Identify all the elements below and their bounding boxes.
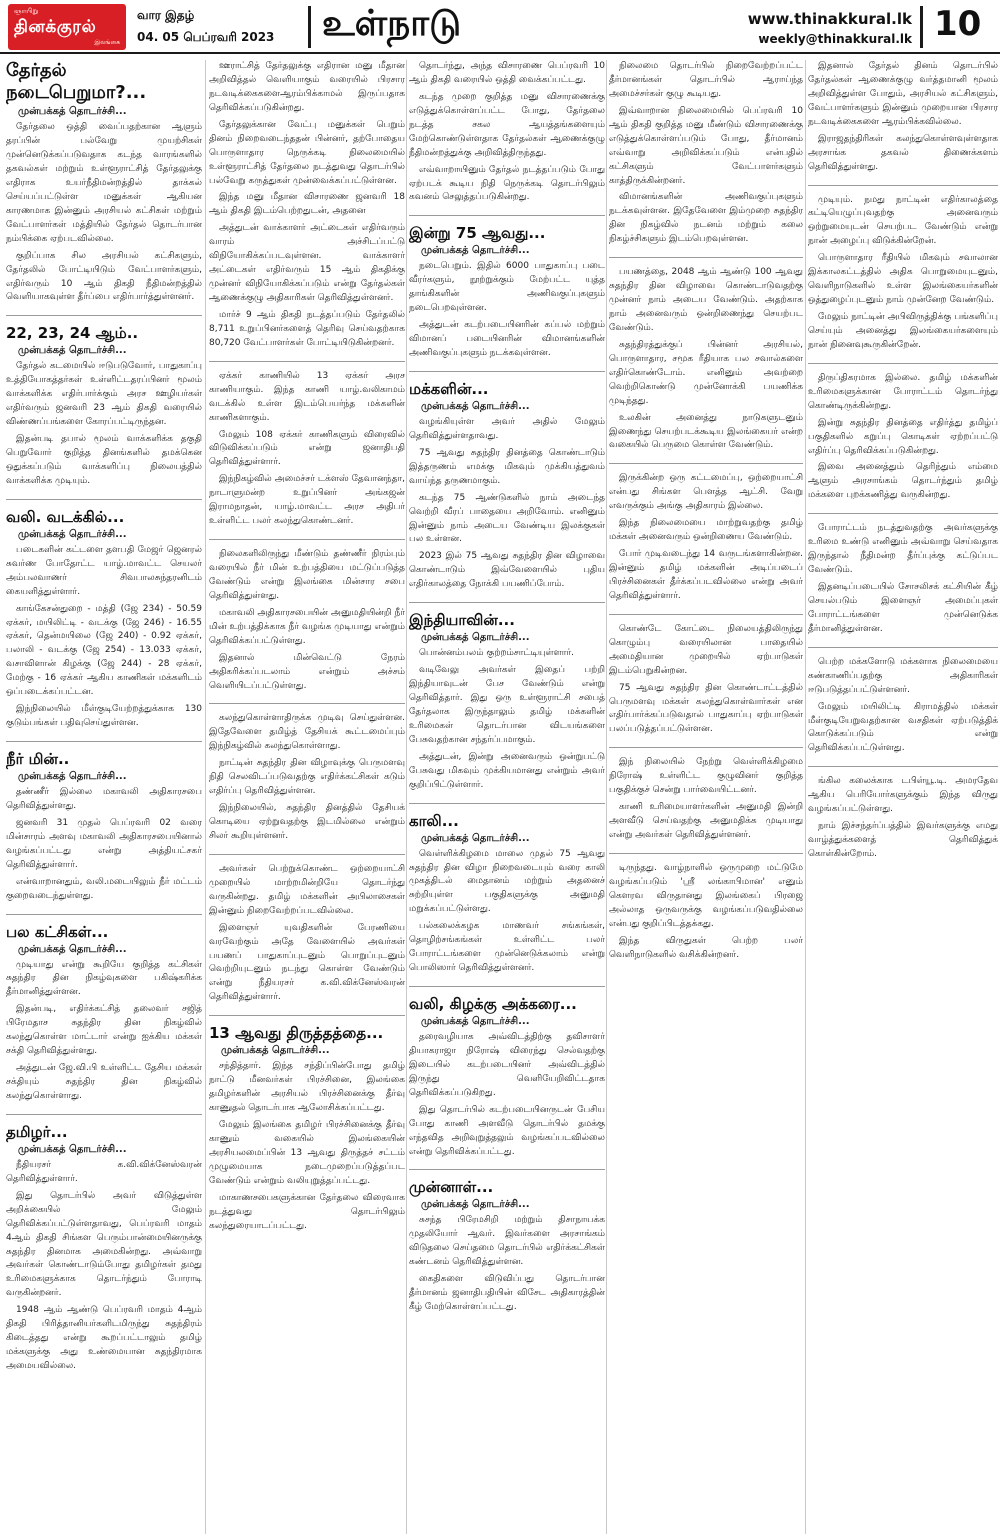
article-headline[interactable]: தமிழர்... (6, 1122, 68, 1141)
article-paragraph: ங்கில கலைக்காக டபிள்யூ.டி. அமரதேவ ஆகிய பெரியோர்களுக்கும் இந்த விருது வழங்கப்பட்டுள்ளது. (808, 776, 998, 815)
article-separator (609, 463, 803, 464)
article-paragraph: நாட்டின் சுதந்திர தின விழாவுக்கு பெருமளவு நிதி செலவிடப்படுவதற்கு எதிர்க்கட்சிகள் கடும் எதிர்ப்பு தெரிவித்துள்ளன. (209, 758, 405, 797)
article-body (209, 60, 405, 351)
article (808, 363, 998, 503)
article-separator (609, 853, 803, 854)
article-paragraph: 75 ஆவது சுதந்திர தின கொண்டாட்டத்தில் பெருமளவு மக்கள் கலந்துகொள்வார்கள் என எதிர்பார்க்கப்படுவதால் பாதுகாப்பு ஏற்பாடுகள் பலப்படுத்தப்பட்டுள்ளன. (609, 682, 803, 735)
article-separator (409, 215, 605, 216)
article-headline[interactable]: 13 ஆவது திருத்தத்தை... (209, 1024, 384, 1043)
article-separator (808, 766, 998, 767)
article-paragraph: டிருந்தது. வாழ்நாளில் ஒருமுறை மட்டுமே வழங்கப்படும் 'ஸ்ரீ லங்காபிமான' எனும் கௌரவ விருதானது இலங்கைப் பிரஜை அல்லாத ஒருவருக்கு வழங்கப்படுவதில்லை என்பது குறிப்பிடத்தக்கது. (609, 862, 803, 929)
article-separator (409, 1169, 605, 1170)
article-body (609, 266, 803, 453)
article-paragraph: வெள்ளிக்கிழமை மாலை முதல் 75 ஆவது சுதந்திர தின விழா நிறைவடையும் வரை காலி முகத்திடல் மைதானம் மற்றும் அதனைச் சுற்றியுள்ள பகுதிகளுக்கு அனுமதி மறுக்கப்பட்டுள்ளது. (409, 848, 605, 915)
article-separator (209, 1015, 405, 1016)
article-paragraph: போர் முடிவடைந்து 14 வருடங்களாகின்றன. இன்னும் தமிழ் மக்களின் அடிப்படைப் பிரச்சினைகள் தீர்க்கப்படவில்லை என்று அவர் தெரிவித்துள்ளார். (609, 549, 803, 601)
article-headline[interactable]: மக்களின்... (409, 379, 489, 398)
article-paragraph: மேலும் இலங்கை தமிழர் பிரச்சினைக்கு தீர்வு காணும் வகையில் இலங்கையின் அரசியலமைப்பின் 13 ஆவது திருத்தச் சட்டம் முழுமையாக நடைமுறைப்படுத்தப்பட வேண்டும் என்றும் வலியுறுத்தப்பட்டது. (209, 1120, 405, 1186)
article-paragraph: இளைஞர் யுவதிகளின் பேரணியை வரவேற்கும் அதே வேளையில் அவர்கள் பயணப் பாதுகாப்புடனும் பொறுப்புடனும் வெற்றியுடனும் நடந்து கொள்ள வேண்டும் என்று நீதியரசர் க.வி.விக்னேஸ்வரன் தெரிவித்துள்ளார். (209, 922, 405, 1003)
continuation-byline: முன்பக்கத் தொடர்ச்சி... (421, 1016, 530, 1027)
article (808, 766, 998, 862)
continuation-byline: முன்பக்கத் தொடர்ச்சி... (221, 1045, 330, 1057)
article-paragraph: பயணத்தை, 2048 ஆம் ஆண்டு 100 ஆவது சுதந்திர தின விழாவை கொண்டாடுவதற்கு முன்னர் நாம் அடைய வேண்டும். அதற்காக நாம் அனைவரும் ஒன்றிணைந்து செயற்பட வேண்டும். (609, 267, 803, 333)
article-paragraph: இராஜதந்திரிகள் கலந்துகொள்ளவுள்ளதாக அரசாங்க தகவல் திணைக்களம் தெரிவித்துள்ளது. (808, 133, 998, 172)
article (6, 315, 202, 488)
article-paragraph: கடந்த முறை குறித்த மனு விசாரணைக்கு எடுத்துக்கொள்ளப்பட்ட போது, தேர்தலை நடத்த சகல ஆயத்தங்களையும் மேற்கொண்டுள்ளதாக தேர்தல்கள் ஆணைக்குழு நீதிமன்றத்துக்கு அறிவித்திருந்தது. (409, 91, 605, 158)
article-paragraph: நாம் இச்சந்தர்ப்பத்தில் இவர்களுக்கு எமது வாழ்த்துக்களைத் தெரிவித்துக் கொள்கின்றோம். (808, 821, 998, 859)
section-title: உள்நாடு (322, 2, 462, 44)
email-link[interactable]: weekly@thinakkural.lk (758, 32, 912, 46)
article-body (409, 647, 605, 792)
article (409, 986, 605, 1159)
article-body (409, 1031, 605, 1159)
article-body (209, 863, 405, 1005)
article-paragraph: தரைவழியாக அவ்விடத்திற்கு தவிசாளர் தியாகராஜா நிரோஷ் விரைந்து செல்வதற்கு இடையில் கடற்படையினர் அவ்விடத்தில் இருந்து வெளியேறிவிட்டதாக தெரிவிக்கப்படுகிறது. (409, 1032, 605, 1098)
article-paragraph: 2023 இல் 75 ஆவது சுதந்திர தின விழாவை கொண்டாடும் இவ்வேளையில் புதிய எதிர்காலத்தை நோக்கி பயணிப்போம். (409, 551, 605, 590)
article-headline[interactable]: முன்னாள்... (409, 1178, 494, 1197)
article-body (409, 1214, 605, 1315)
article (409, 602, 605, 792)
article (6, 60, 202, 305)
article (808, 185, 998, 353)
article-separator (209, 703, 405, 704)
article-headline[interactable]: நீர் மின்.. (6, 750, 70, 768)
article (209, 1015, 405, 1233)
article-separator (808, 513, 998, 514)
article-paragraph: நிலைகளிலிருந்து மீண்டும் தண்ணீர் நிரம்பும் வரையில் நீர் மின் உற்பத்தியை மட்டுப்படுத்த வேண்டும் என்று இலங்கை மின்சார சபை தெரிவித்துள்ளது. (209, 549, 405, 601)
article-body (209, 1060, 405, 1233)
article-separator (609, 747, 803, 748)
article-paragraph: அத்துடன் ஜே.வி.பி உள்ளிட்ட தேசிய மக்கள் சக்தியும் சுதந்திர தின நிகழ்வில் கலந்துகொள்ளாது. (6, 1063, 202, 1101)
article-paragraph: பொருளாதார ரீதியில் மிகவும் சவாலான இக்காலகட்டத்தில் அதிக பொறுமையுடனும், வெளிநாடுகளில் உள்ள இலங்கையர்களின் ஒத்துழைப்புடனும் நாம் முன்னேற வேண்டும். (808, 253, 998, 306)
article (209, 539, 405, 693)
article-headline[interactable]: காலி... (409, 811, 459, 830)
continuation-byline: முன்பக்கத் தொடர்ச்சி... (18, 1143, 127, 1155)
continuation-byline: முன்பக்கத் தொடர்ச்சி... (421, 400, 530, 412)
article-paragraph: அவர்கள் பெற்றுக்கொண்ட ஒற்றையாட்சி முறையில் மாற்றமின்றியே தொடர்ந்து வருகின்றது. தமிழ் மக்களின் அபிலாசைகள் இன்னும் நிறைவேற்றப்படவில்லை. (209, 863, 405, 916)
article (609, 747, 803, 843)
article (409, 60, 605, 205)
article-paragraph: இருக்கின்ற ஒரு கட்டமைப்பு, ஒற்றையாட்சி என்பது சிங்கள பௌத்த ஆட்சி. வேறு எவருக்கும் அங்கு அதிகாரம் இல்லை. (609, 473, 803, 512)
page-number-divider (920, 6, 923, 48)
article-body (808, 372, 998, 503)
article-headline[interactable]: இந்தியாவின்... (409, 611, 515, 630)
article-body (808, 656, 998, 757)
article-separator (409, 602, 605, 603)
article (609, 463, 803, 603)
article-headline[interactable]: வலி. வடக்கில்... (6, 507, 125, 526)
article-body (808, 60, 998, 175)
continuation-byline: முன்பக்கத் தொடர்ச்சி... (421, 245, 530, 257)
article-paragraph: எவ்வாறாயினும் தேர்தல் நடத்தப்படும் போது ஏற்படக் கூடிய நிதி நெருக்கடி தொடர்பிலும் கவனம் செலுத்தப்படுகின்றது. (409, 164, 605, 203)
article-paragraph: இன்று சுதந்திர தினத்தை எதிர்த்து தமிழ்ப் பகுதிகளில் கறுப்பு கொடிகள் ஏற்றப்பட்டு எதிர்ப்பு தெரிவிக்கப்படுகின்றது. (808, 417, 998, 456)
article-paragraph: உலகின் அனைத்து நாடுகளுடனும் இணைந்து செயற்படக்கூடிய இலங்கையர் என்ற வகையில் பெருமை கொள்ள வேண்டும். (609, 412, 803, 451)
continuation-byline: முன்பக்கத் தொடர்ச்சி... (421, 832, 530, 844)
article-body (609, 60, 803, 247)
article-paragraph: இதனால் தேர்தல் தினம் தொடர்பில் தேர்தல்கள் ஆணைக்குழு வர்த்தமானி மூலம் அறிவித்துள்ள போதும், அரசியல் கட்சிகளும், வேட்பாளர்களும் இன்னும் முறையான பிரசார நடவடிக்கைகளை ஆரம்பிக்கவில்லை. (808, 61, 998, 127)
article-headline[interactable]: 22, 23, 24 ஆம்.. (6, 324, 139, 343)
article-headline[interactable]: தேர்தல் நடைபெறுமா?... (6, 60, 147, 103)
article-body (409, 60, 605, 205)
article-paragraph: நீதியரசர் க.வி.விக்னேஸ்வரன் தெரிவித்துள்ளார். (6, 1159, 202, 1184)
column-4 (609, 60, 803, 1534)
article-separator (808, 363, 998, 364)
article-separator (409, 803, 605, 804)
article-separator (808, 647, 998, 648)
column-divider (406, 60, 407, 1534)
article (209, 60, 405, 351)
article-paragraph: ஊராட்சித் தேர்தலுக்கு எதிரான மனு மீதான அறிவித்தல் வெளியாகும் வரையில் பிரசார நடவடிக்கைகளைஆரம்பிக்காமல் இருப்பதாக தெரிவிக்கப்படுகின்றது. (209, 61, 405, 113)
article-paragraph: திருப்திகரமாக இல்லை. தமிழ் மக்களின் உரிமைகளுக்கான போராட்டம் தொடர்ந்து கொண்டிருக்கின்றது. (808, 372, 998, 411)
article-body (209, 712, 405, 843)
article-separator (409, 371, 605, 372)
article-paragraph: ஜனவரி 31 முதல் பெப்ரவரி 02 வரை மின்சாரம் அளவு மகாவலி அதிகாரசபையினால் வழங்கப்பட்டது என்று அத்தியட்சகர் தெரிவித்துள்ளார். (6, 817, 202, 870)
weekly-label: வார இதழ் (137, 8, 195, 22)
column-divider (606, 60, 607, 1534)
article-body (6, 959, 202, 1104)
article-paragraph: இந்த நிலைமையை மாற்றுவதற்கு தமிழ் மக்கள் அனைவரும் ஒன்றிணைய வேண்டும். (609, 518, 803, 543)
article-paragraph: குறிப்பாக சில அரசியல் கட்சிகளும், தேர்தலில் போட்டியிடும் வேட்பாளர்களும், எதிர்வரும் 10 ஆம் திகதி நீதிமன்றத்தில் வெளியாகவுள்ள தீர்ப்பை எதிர்பார்த்துள்ளனர். (6, 250, 202, 303)
article-body (6, 360, 202, 488)
continuation-byline: முன்பக்கத் தொடர்ச்சி... (18, 528, 127, 540)
article-paragraph: இந் நிலையில் நேற்று வெள்ளிக்கிழமை நிரோஷ் உள்ளிட்ட குழுவினர் குறித்த பகுதிக்குச் சென்று பார்வையிட்டனர். (609, 757, 803, 796)
article-paragraph: காணி உரிமையாளர்களின் அனுமதி இன்றி அளவீடு செய்வதற்கு அனுமதிக்க முடியாது என்று அவர்கள் தெரிவித்துள்ளனர். (609, 802, 803, 840)
article-headline[interactable]: பல கட்சிகள்... (6, 922, 109, 941)
article-body (409, 848, 605, 976)
article-paragraph: இந்நிகழ்வில் அமைச்சர் டக்ளஸ் தேவானந்தா, நாடாளுமன்ற உறுப்பினர் அங்கஜன் இராமநாதன், யாழ்.மாவட்ட அரச அதிபர் உள்ளிட்ட பலர் கலந்துகொண்டனர். (209, 474, 405, 527)
article-paragraph: படைகளின் கட்டளை தளபதி மேஜர் ஜெனரல் சுவர்ண போதோட்ட யாழ்.மாவட்ட செயலர் அம்பலவாணர் சிவபாலசுந்தரனிடம் கையளித்துள்ளார். (6, 544, 202, 597)
article-paragraph: இந்நிலையில், சுதந்திர தினத்தில் தேசியக் கொடியை ஏற்றுவதற்கு இடமில்லை என்றும் சிலர் கூறியுள்ளனர். (209, 803, 405, 841)
article-separator (6, 315, 202, 316)
article-paragraph: போராட்டம் நடத்துவதற்கு அவர்களுக்கு உரிமை உண்டு எனினும் அவ்வாறு செய்வதாக இருந்தால் நீதிமன்ற தீர்ப்புக்கு கட்டுப்பட வேண்டும். (808, 523, 998, 576)
article-headline[interactable]: இன்று 75 ஆவது... (409, 224, 546, 243)
article-body (6, 786, 202, 904)
article-paragraph: இது தொடர்பில் கடற்படையினருடன் பேசிய போது காணி அளவீடு தொடர்பில் தமக்கு எந்தவித அறிவுறுத்தலும் வழங்கப்படவில்லை என்று தெரிவிக்கப்பட்டது. (409, 1104, 605, 1157)
article-paragraph: இந்நிலையில் மீள்குடியேற்றத்துக்காக 130 குடும்பங்கள் பதிவுசெய்துள்ளன. (6, 704, 202, 729)
article-paragraph: மேலும் நாட்டின் அபிவிருத்திக்கு பங்களிப்பு செய்யும் அனைத்து இலங்கையர்களையும் நான் நினைவுகூருகின்றேன். (808, 312, 998, 350)
article-body (6, 121, 202, 305)
article-paragraph: தொடர்ந்து, அந்த விசாரணை பெப்ரவரி 10 ஆம் திகதி வரையில் ஒத்தி வைக்கப்பட்டது. (409, 61, 605, 85)
article-body (409, 416, 605, 592)
article-paragraph: பொன்னம்பலம் குற்றம்சாட்டியுள்ளார். (419, 648, 575, 659)
continuation-byline: முன்பக்கத் தொடர்ச்சி... (421, 632, 530, 644)
article-separator (6, 499, 202, 500)
article-body (209, 548, 405, 693)
article-body (209, 370, 405, 529)
column-2 (209, 60, 405, 1534)
article-paragraph: நடைபெறும். இதில் 6000 பாதுகாப்பு படை வீரர்களும், நூற்றுக்கும் மேற்பட்ட யுத்த தாங்கிகளின் அணிவகுப்புகளும் நடைபெறவுள்ளன. (409, 261, 605, 314)
article (209, 703, 405, 843)
article-paragraph: ஏக்கர் காணியில் 13 ஏக்கர் அரச காணியாகும். இந்த காணி யாழ்.வலிகாமம் வடக்கில் உள்ள இடம்பெயர்ந்த மக்களின் காணிகளாகும். (209, 370, 405, 423)
article-body (609, 623, 803, 738)
article-headline[interactable]: வலி, கிழக்கு அக்கரை... (409, 995, 577, 1013)
continuation-byline: முன்பக்கத் தொடர்ச்சி... (421, 1199, 530, 1211)
article-paragraph: நிலைமை தொடர்பில் நிறைவேற்றப்பட்ட தீர்மானங்கள் தொடர்பில் ஆராய்ந்த அமைச்சர்கள் குழு கூடியது. (609, 61, 803, 99)
article-paragraph: இதனடிப்படையில் சோசலிசக் கட்சியின் கீழ் செயல்படும் இளைஞர் அமைப்புகள் போராட்டங்களை முன்னெடுக்க தீர்மானித்துள்ளன. (808, 582, 998, 634)
article (609, 853, 803, 963)
continuation-byline: முன்பக்கத் தொடர்ச்சி... (18, 345, 127, 357)
article-paragraph: என்வாறானதும், வலி.மடையிலும் நீர் மட்டம் குறைவடைந்துள்ளது. (6, 876, 202, 901)
article-paragraph: அத்துடன், இன்று அனைவரும் ஒன்றுபட்டு பேசுவது மிகவும் முக்கியமானது என்றும் அவர் குறிப்பிட்டுள்ளார். (409, 751, 605, 790)
article-paragraph: சந்தித்தார். இந்த சந்திப்பின்போது தமிழ் நாட்டு மீனவர்கள் பிரச்சினை, இலங்கை தமிழர்களின் அரசியல் பிரச்சினைக்கு தீர்வு காணுதல் தொடர்பாக ஆலோசிக்கப்பட்டது. (209, 1061, 405, 1114)
page-number: 10 (934, 4, 982, 44)
article (6, 1114, 202, 1374)
article-paragraph: இது தொடர்பில் அவர் விடுத்துள்ள அறிக்கையில் மேலும் தெரிவிக்கப்பட்டுள்ளதாவது, பெப்ரவரி மாதம் 4ஆம் திகதி சிங்கள பெரும்பான்மையினருக்கு சுதந்திர தினமாக அமைகின்றது. அவ்வாறு அவர்கள் கொண்டாடும்போது தமிழர்கள் தமது உரிமைகளுக்காக தொடர்ந்தும் போராடி வருகின்றனர். (6, 1190, 202, 1299)
article-separator (609, 614, 803, 615)
article-paragraph: வடிவேலு அவர்கள் இதைப் பற்றி இந்தியாவுடன் பேச வேண்டும் என்று தெரிவித்தார். இது ஒரு உள்ளூராட்சி சபைத் தேர்தலாக இருந்தாலும் தமிழ் மக்களின் உரிமைகள் தொடர்பான விடயங்களை பேசுவதற்கான சந்தர்ப்பமாகும். (409, 665, 605, 745)
article-paragraph: 1948 ஆம் ஆண்டு பெப்ரவரி மாதம் 4ஆம் திகதி பிரித்தானியர்களிடமிருந்து சுதந்திரம் கிடைத்தது என்று கூறப்பட்டாலும் தமிழ் மக்களுக்கு அது உண்மையான சுதந்திரமாக அமையவில்லை. (6, 1305, 202, 1371)
article-paragraph: மாகாணசபைகளுக்கான தேர்தலை விரைவாக நடத்துவது தொடர்பிலும் கலந்துரையாடப்பட்டது. (209, 1192, 405, 1231)
article-paragraph: முடியும். நமது நாட்டின் எதிர்காலத்தை கட்டியெழுப்புவதற்கு அனைவரும் ஒற்றுமையுடன் செயற்பட வேண்டும் என்று நான் அழைப்பு விடுக்கின்றேன். (808, 194, 998, 247)
article-paragraph: இந்த விருதுகள் பெற்ற பலர் வெளிநாடுகளில் வசிக்கின்றனர். (609, 935, 803, 960)
article-paragraph: மேலும் மயிலிட்டி கிராமத்தில் மக்கள் மீள்குடியேறுவதற்கான வசதிகள் ஏற்படுத்திக் கொடுக்கப்படும் என்று தெரிவிக்கப்பட்டுள்ளது. (808, 701, 998, 754)
article-separator (209, 539, 405, 540)
article-paragraph: மகாவலி அதிகாரசபையின் அனுமதியின்றி நீர் மின் உற்பத்திக்காக நீர் வழங்க முடியாது என்றும் தெரிவிக்கப்பட்டுள்ளது. (209, 607, 405, 646)
article (6, 914, 202, 1104)
article-paragraph: விமானங்களின் அணிவகுப்புகளும் நடக்கவுள்ளன. இதேவேளை இம்முறை சுதந்திர தின நிகழ்வில் நடனம் மற்றும் கலை நிகழ்ச்சிகளும் இடம்பெறவுள்ளன. (609, 192, 803, 245)
article-paragraph: முடியாது என்று கூறியே குறித்த கட்சிகள் சுதந்திர தின நிகழ்வுகளை பகிஷ்கரிக்க தீர்மானித்துள்ளன. (6, 959, 202, 998)
column-divider (205, 60, 206, 1534)
article (609, 257, 803, 453)
article-separator (609, 257, 803, 258)
newspaper-logo[interactable] (8, 4, 126, 50)
article-body (808, 194, 998, 353)
column-divider (805, 60, 806, 1534)
article-paragraph: பல்கலைக்கழக மாணவர் சங்கங்கள், தொழிற்சங்கங்கள் உள்ளிட்ட பலர் போராட்டங்களை முன்னெடுக்கலாம் என்று பொலிஸார் தெரிவித்துள்ளனர். (409, 921, 605, 974)
logo-top-text: ஞாயிறு (14, 7, 39, 15)
article-separator (209, 361, 405, 362)
article-paragraph: அத்துடன் கடற்படையினரின் கப்பல் மற்றும் விமானப் படையினரின் விமானங்களின் அணிவகுப்புகளும் நடக்கவுள்ளன. (409, 320, 605, 358)
article-body (609, 472, 803, 603)
article-paragraph: கடந்த 75 ஆண்டுகளில் நாம் அடைந்த வெற்றி வீரப் பாதையை அறிவோம். எனினும் இன்னும் நாம் அடைய வேண்டிய இலக்குகள் பல உள்ளன. (409, 492, 605, 545)
article-paragraph: காங்கேசன்துறை - மத்தி (ஜே 234) - 50.59 ஏக்கர், மயிலிட்டி - வடக்கு (ஜே 246) - 16.55 ஏக்கர், தென்மயிலை (ஜே 240) - 0.92 ஏக்கர், பலாலி - வடக்கு (ஜே 254) - 13.033 ஏக்கர், வசாவிளான் கிழக்கு (ஜே 244) - 28 ஏக்கர், மேற்கு - 16 ஏக்கர் ஆகிய காணிகள் மக்களிடம் ஒப்படைக்கப்பட்டன. (6, 603, 202, 698)
article-separator (209, 854, 405, 855)
column-1 (6, 60, 202, 1534)
issue-date: 04. 05 பெப்ரவரி 2023 (137, 30, 275, 44)
article-paragraph: தண்ணீர் இல்லை மகாவலி அதிகாரசபை தெரிவித்துள்ளது. (6, 787, 202, 811)
article-paragraph: கைதிகளை விடுவிப்பது தொடர்பான தீர்மானம் ஜனாதிபதியின் விசேட அதிகாரத்தின் கீழ் மேற்கொள்ளப்பட்டது. (409, 1274, 605, 1313)
article-paragraph: இந்த மனு மீதான விசாரணை ஜனவரி 18 ஆம் திகதி இடம்பெற்றதுடன், அதனை (209, 192, 405, 217)
article-paragraph: பெற்ற மக்களோடு மக்களாக நிலைமையை கண்காணிப்பதற்கு அதிகாரிகள் ஈடுபடுத்தப்பட்டுள்ளனர். (808, 656, 998, 695)
article-paragraph: தேர்தல் கடமையில் ஈடுபடுவோர், பாதுகாப்பு உத்தியோகத்தர்கள் உள்ளிட்டதரப்பினர் மூலம் வாக்களிக்க எதிர்பார்க்கும் அரச ஊழியர்கள் எதிர்வரும் ஜனவரி 23 ஆம் திகதி வரையில் விண்ணப்பங்களை கோரப்பட்டிருந்தன. (6, 361, 202, 428)
article-body (808, 775, 998, 862)
continuation-byline: முன்பக்கத் தொடர்ச்சி... (18, 106, 127, 118)
article-paragraph: தேர்தலை ஒத்தி வைப்பதற்கான ஆளும் தரப்பின் பல்வேறு முயற்சிகள் முன்னெடுக்கப்படுவதாக கடந்த வாரங்களில் தகவல்கள் மற்றும் உள்ளூராட்சித் தேர்தலுக்கு எதிராக உயர்நீதிமன்றத்தில் தாக்கல் செய்யப்பட்டுள்ள மனுக்கள் ஆகியன காரணமாக இன்னும் அரசியல் கட்சிகள் மற்றும் வேட்பாளர்கள் மத்தியில் தேர்தல் தொடர்பான நம்பிக்கை ஏற்படவில்லை. (6, 122, 202, 244)
article (808, 647, 998, 757)
continuation-byline: முன்பக்கத் தொடர்ச்சி... (18, 771, 127, 782)
article (209, 361, 405, 529)
masthead (0, 0, 1000, 58)
article (209, 854, 405, 1005)
article (609, 614, 803, 738)
article-paragraph: 75 ஆவது சுதந்திர தினத்தை கொண்டாடும் இத்தருணம் எமக்கு மிகவும் முக்கியத்துவம் வாய்ந்த தருணமாகும். (409, 447, 605, 486)
article-body (409, 260, 605, 361)
article-body (6, 1159, 202, 1374)
article-separator (808, 185, 998, 186)
article (808, 60, 998, 175)
logo-wordmark: தினக்குரல் (14, 17, 97, 37)
column-5 (808, 60, 998, 1534)
article-paragraph: தேர்தலுக்கான வேட்பு மனுக்கள் பெறும் தினம் நிறைவடைந்ததன் பின்னர், தற்போதைய பொருளாதார நெருக்கடி நிலைமையில் உள்ளூராட்சித் தேர்தலை நடத்துவது தொடர்பில் பல்வேறு கருத்துகள் முன்வைக்கப்பட்டுள்ளன. (209, 119, 405, 186)
logo-tagline: இலங்கை (94, 39, 120, 46)
article-paragraph: மேலும் 108 ஏக்கர் காணிகளும் விரைவில் விடுவிக்கப்படும் என்று ஜனாதிபதி தெரிவித்துள்ளார். (209, 429, 405, 468)
article-paragraph: வழங்கியுள்ள அவர் அதில் மேலும் தெரிவித்துள்ளதாவது. (409, 416, 605, 441)
column-3 (409, 60, 605, 1534)
article-paragraph: சுசந்த பிரேமசிறி மற்றும் திசாநாயக்க முதலியோர் ஆவர். இவர்களை அரசாங்கம் விடுதலை செய்தமை தொடர்பில் எதிர்க்கட்சிகள் கண்டனம் தெரிவித்துள்ளன. (409, 1215, 605, 1268)
article (409, 1169, 605, 1315)
article-body (6, 544, 202, 731)
article (6, 741, 202, 904)
article (409, 803, 605, 976)
article-paragraph: கலந்துகொள்ளாதிருக்க முடிவு செய்துள்ளன. இதேவேளை தமிழ்த் தேசியக் கூட்டமைப்பும் இந்நிகழ்வில் கலந்துகொள்ளாது. (209, 713, 405, 752)
article-paragraph: இவை அனைத்தும் தெரிந்தும் எம்மை ஆளும் அரசாங்கம் தொடர்ந்தும் தமிழ் மக்களை புறக்கணித்து வருகின்றது. (808, 462, 998, 501)
article-paragraph: கொண்டே கோட்டை நிலையத்திலிருந்து கொழும்பு வரையிலான பாதையில் அமைதியான முறையில் ஏற்பாடுகள் இடம்பெறுகின்றன. (609, 623, 803, 676)
article-paragraph: அத்துடன் வாக்காளர் அட்டைகள் எதிர்வரும் வாரம் அச்சிடப்பட்டு விநியோகிக்கப்படவுள்ளன. வாக்காளர் அட்டைகள் எதிர்வரும் 15 ஆம் திகதிக்கு முன்னர் விநியோகிக்கப்படும் என்று தேர்தல்கள் ஆணைக்குழு அதிகாரிகள் தெரிவித்துள்ளனர். (209, 223, 405, 303)
article-separator (6, 914, 202, 915)
article (808, 513, 998, 637)
article-paragraph: இதன்படி, எதிர்க்கட்சித் தலைவர் சஜித் பிரேமதாச சுதந்திர தின நிகழ்வில் கலந்துகொள்ள மாட்டார் என்று ஐக்கிய மக்கள் சக்தி தெரிவித்துள்ளது. (6, 1004, 202, 1057)
article-paragraph: சுதந்திரத்துக்குப் பின்னர் அரசியல், பொருளாதார, சமூக ரீதியாக பல சவால்களை எதிர்கொண்டோம். எனினும் அவற்றை வெற்றிகொண்டு முன்னோக்கி பயணிக்க முடிந்தது. (609, 339, 803, 406)
article-body (808, 522, 998, 637)
article-separator (6, 741, 202, 742)
article (609, 60, 803, 247)
article (409, 215, 605, 361)
article-paragraph: மார்ச் 9 ஆம் திகதி நடத்தப்படும் தேர்தலில் 8,711 உறுப்பினர்களைத் தெரிவு செய்வதற்காக 80,720 வேட்பாளர்கள் போட்டியிடுகின்றனர். (209, 309, 405, 348)
article-separator (6, 1114, 202, 1115)
continuation-byline: முன்பக்கத் தொடர்ச்சி... (18, 943, 127, 955)
article-paragraph: இவ்வாறான நிலைமையில் பெப்ரவரி 10 ஆம் திகதி குறித்த மனு மீண்டும் விசாரணைக்கு எடுத்துக்கொள்ளப்படும் போது, தீர்மானம் எவ்வாறு அறிவிக்கப்படும் என்பதில் கட்சிகளும் வேட்பாளர்களும் காத்திருக்கின்றனர். (609, 105, 803, 186)
article-separator (409, 986, 605, 987)
article (6, 499, 202, 731)
masthead-rule (0, 52, 1000, 54)
article-paragraph: இதன்படி தபால் மூலம் வாக்களிக்க தகுதி பெறுவோர் குறித்த தினங்களில் தமக்கென ஒதுக்கப்படும் வாக்களிப்பு நிலையத்தில் வாக்களிக்க முடியும். (6, 434, 202, 486)
article-paragraph: இதனால் மின்வெட்டு நேரம் அதிகரிக்கப்படலாம் என்றும் அச்சம் வெளியிடப்பட்டுள்ளது. (209, 652, 405, 691)
website-link[interactable]: www.thinakkural.lk (747, 10, 912, 28)
article-body (609, 862, 803, 963)
header-divider (308, 6, 311, 48)
article (409, 371, 605, 592)
article-body (609, 756, 803, 843)
